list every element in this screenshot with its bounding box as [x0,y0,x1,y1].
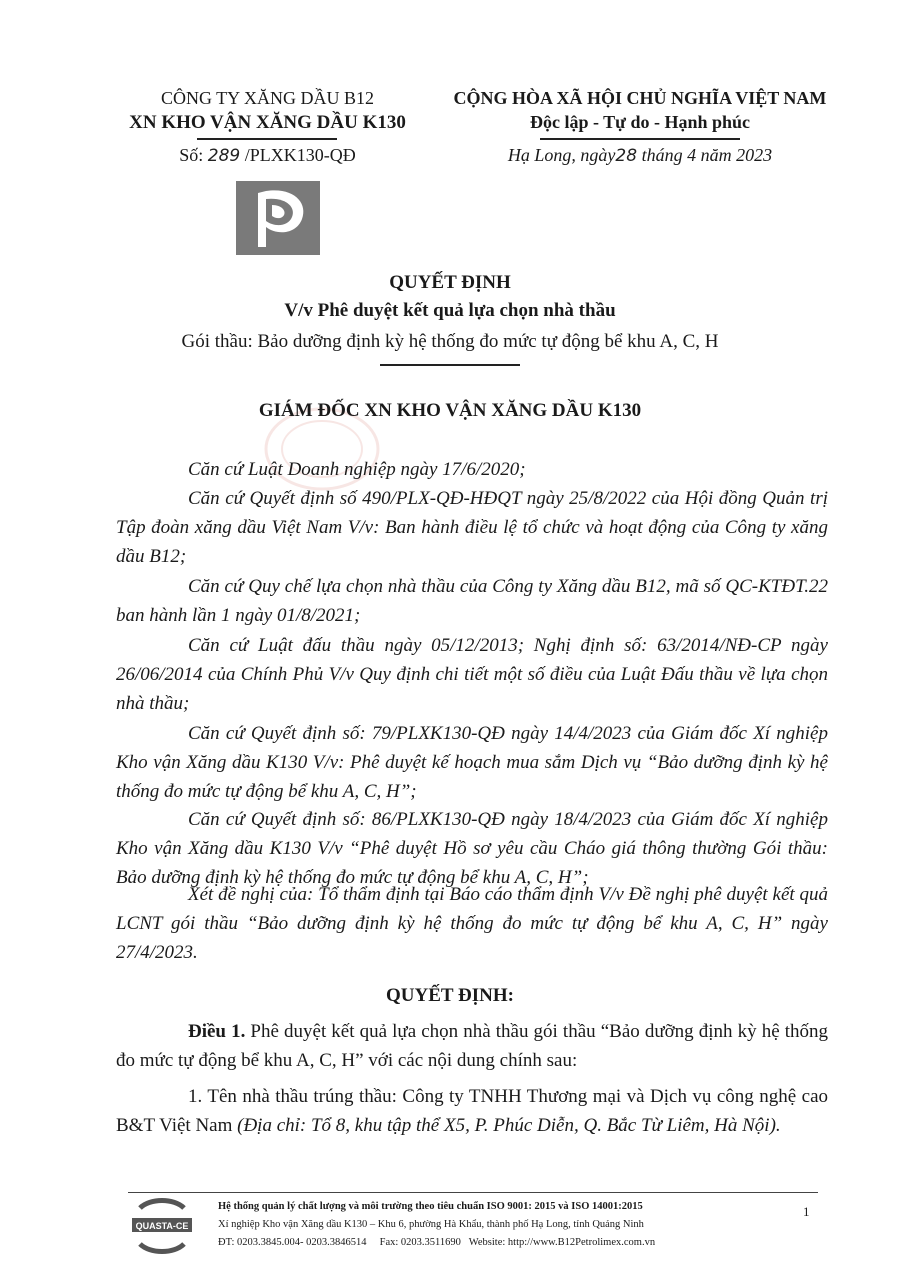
decision-heading: QUYẾT ĐỊNH: [386,985,514,1006]
basis-item: Căn cứ Luật đấu thầu ngày 05/12/2013; Nghị định số: 63/2014/NĐ-CP ngày 26/06/2014 của Chính Phủ V/v Quy định chi tiết một số điều của Luật Đấu thầu về lựa chọn nhà thầu; [116,635,828,714]
basis-item: Căn cứ Quyết định số 490/PLX-QĐ-HĐQT ngày 25/8/2022 của Hội đồng Quản trị Tập đoàn xăng dầu Việt Nam V/v: Ban hành điều lệ tổ chức và hoạt động của Công ty xăng dầu B12; [116,488,828,567]
basis-item: Căn cứ Luật Doanh nghiệp ngày 17/6/2020; [188,459,526,480]
country-name: CỘNG HÒA XÃ HỘI CHỦ NGHĨA VIỆT NAM [453,88,827,108]
contractor-address: (Địa chỉ: Tổ 8, khu tập thể X5, P. Phúc Diễn, Q. Bắc Từ Liêm, Hà Nội). [237,1115,781,1136]
unit-name: XN KHO VẬN XĂNG DẦU K130 [129,112,406,133]
decision-subject: V/v Phê duyệt kết quả lựa chọn nhà thầu [284,300,616,321]
basis-item: Căn cứ Quyết định số: 86/PLXK130-QĐ ngày 18/4/2023 của Giám đốc Xí nghiệp Kho vận Xăng dầu K130 V/v “Phê duyệt Hồ sơ yêu cầu Cháo giá thông thường Gói thầu: Bảo dưỡng định kỳ hệ thống đo mức tự động bể khu A, C, H”; [116,809,828,888]
article-1-text: Phê duyệt kết quả lựa chọn nhà thầu gói thầu “Bảo dưỡng định kỳ hệ thống đo mức tự động bể khu A, C, H” với các nội dung chính sau: [116,1021,829,1071]
footer-phone: ĐT: 0203.3845.004- 0203.3846514 [218,1237,367,1248]
basis-item: Xét đề nghị của: Tổ thẩm định tại Báo cáo thẩm định V/v Đề nghị phê duyệt kết quả LCNT gói thầu “Bảo dưỡng định kỳ hệ thống đo mức tự động bể khu A, C, H” ngày 27/4/2023. [116,884,828,963]
document-number [95,145,440,166]
footer-contact-line [218,1234,655,1251]
title-underline [380,364,520,366]
unit-underline [197,138,337,140]
date-prefix: Hạ Long, ngày [507,145,616,165]
article-1-label: Điều 1. [188,1021,246,1042]
quasta-logo-text: QUASTA-CE [135,1221,189,1231]
decision-title: QUYẾT ĐỊNH [389,272,511,293]
doc-no-prefix: Số: [179,145,204,165]
footer-iso-line: Hệ thống quản lý chất lượng và môi trường theo tiêu chuẩn ISO 9001: 2015 và ISO 14001:2015 [218,1201,643,1212]
winning-contractor [116,1082,828,1140]
basis-item: Căn cứ Quyết định số: 79/PLXK130-QĐ ngày 14/4/2023 của Giám đốc Xí nghiệp Kho vận Xăng dầu K130 V/v: Phê duyệt kế hoạch mua sắm Dịch vụ “Bảo dưỡng định kỳ hệ thống đo mức tự động bể khu A, C, H”; [116,723,828,802]
basis-item: Căn cứ Quy chế lựa chọn nhà thầu của Công ty Xăng dầu B12, mã số QC-KTĐT.22 ban hành lần 1 ngày 01/8/2021; [116,576,828,626]
doc-no-handwritten: 289 [207,146,241,166]
footer-website: Website: http://www.B12Petrolimex.com.vn [468,1237,656,1248]
quasta-certification-logo-icon [130,1198,194,1254]
doc-no-suffix: /PLXK130-QĐ [244,145,356,165]
issue-date [440,145,840,166]
date-suffix: tháng 4 năm 2023 [641,145,773,165]
footer-divider [128,1192,818,1193]
footer-address-line: Xí nghiệp Kho vận Xăng dầu K130 – Khu 6, phường Hà Khẩu, thành phố Hạ Long, tỉnh Quảng Ninh [218,1219,644,1230]
national-motto: Độc lập - Tự do - Hạnh phúc [529,112,751,132]
company-name: CÔNG TY XĂNG DẦU B12 [160,88,374,108]
motto-underline [540,138,740,140]
page-number: 1 [803,1204,810,1219]
tender-package: Gói thầu: Bảo dưỡng định kỳ hệ thống đo mức tự động bể khu A, C, H [181,331,719,352]
contractor-text: 1. Tên nhà thầu trúng thầu: Công ty TNHH Thương mại và Dịch vụ công nghệ cao B&T Việt Nam [116,1086,828,1136]
footer-fax: Fax: 0203.3511690 [379,1237,461,1248]
article-1 [116,1017,828,1075]
authority-title: GIÁM ĐỐC XN KHO VẬN XĂNG DẦU K130 [258,400,642,421]
date-day-handwritten: 28 [615,146,638,166]
petrolimex-logo-icon [236,181,320,255]
